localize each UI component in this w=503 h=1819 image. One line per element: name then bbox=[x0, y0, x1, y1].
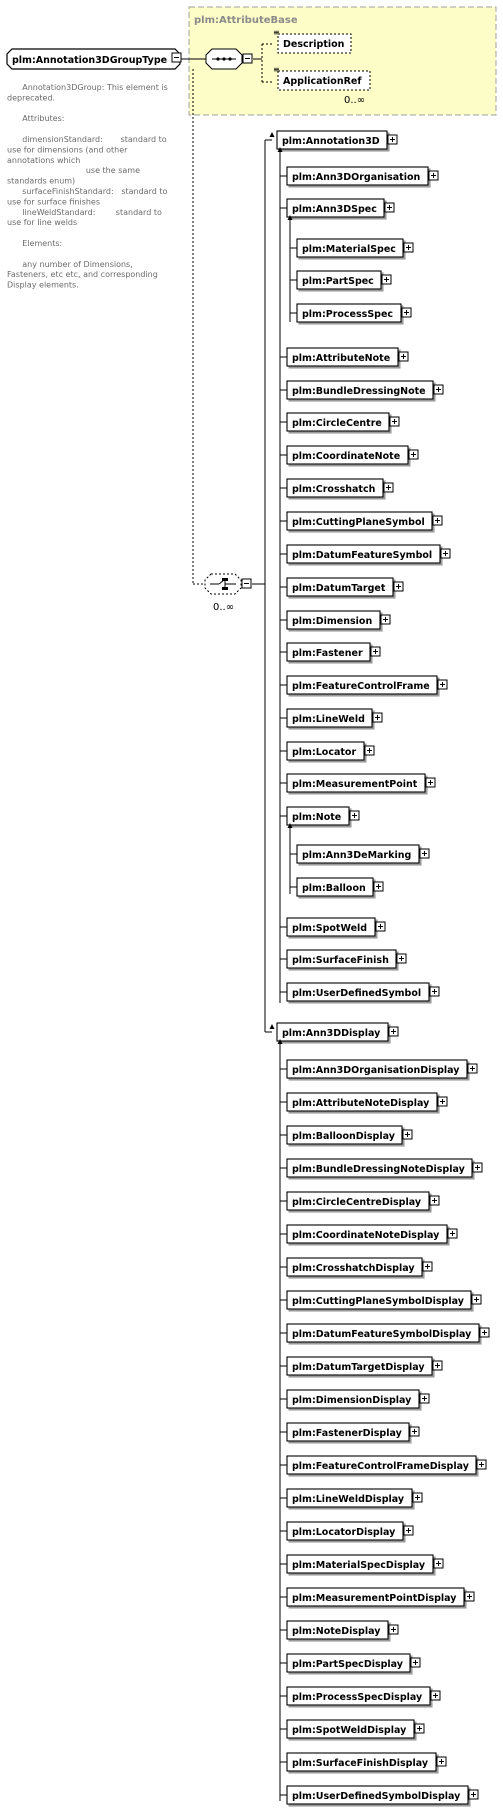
element-label: plm:CrosshatchDisplay bbox=[292, 1263, 415, 1274]
expand-icon[interactable] bbox=[415, 1724, 424, 1733]
element-label: plm:ProcessSpecDisplay bbox=[292, 1692, 423, 1703]
attribute-description-label: Description bbox=[283, 39, 345, 50]
element-label: plm:Locator bbox=[292, 747, 357, 758]
element-balloon[interactable] bbox=[297, 878, 383, 896]
expand-icon[interactable] bbox=[465, 1592, 474, 1601]
documentation-line: use for line welds bbox=[7, 218, 78, 228]
element-label: plm:Ann3DeMarking bbox=[302, 850, 412, 861]
documentation-line: use the same bbox=[7, 166, 140, 176]
documentation-line: lineWeldStandard: standard to bbox=[7, 207, 162, 217]
expand-icon[interactable] bbox=[382, 275, 391, 284]
attribute-applicationref-occurrence: 0..∞ bbox=[344, 95, 366, 106]
documentation-line: annotations which bbox=[7, 155, 81, 165]
svg-text:≡: ≡ bbox=[273, 65, 280, 74]
expand-icon[interactable] bbox=[420, 849, 429, 858]
expand-icon[interactable] bbox=[373, 713, 382, 722]
element-label: plm:Balloon bbox=[302, 883, 366, 894]
documentation-line: use for dimensions (and other bbox=[7, 145, 128, 155]
element-locator[interactable] bbox=[287, 742, 374, 760]
element-label: plm:SpotWeldDisplay bbox=[292, 1725, 407, 1736]
expand-icon[interactable] bbox=[477, 1460, 486, 1469]
documentation-line: dimensionStandard: standard to bbox=[7, 135, 167, 144]
expand-icon[interactable] bbox=[434, 1559, 443, 1568]
expand-icon[interactable] bbox=[438, 1097, 447, 1106]
element-label: plm:Ann3DOrganisationDisplay bbox=[292, 1065, 460, 1076]
element-cutting-plane-symbol[interactable] bbox=[287, 512, 442, 530]
element-label: plm:MeasurementPointDisplay bbox=[292, 1593, 457, 1604]
expand-icon[interactable] bbox=[404, 243, 413, 252]
expand-icon[interactable] bbox=[403, 1130, 412, 1139]
expand-icon[interactable] bbox=[413, 1493, 422, 1502]
documentation-line: surfaceFinishStandard: standard to bbox=[7, 187, 168, 196]
element-label: plm:SurfaceFinishDisplay bbox=[292, 1758, 429, 1769]
expand-icon[interactable] bbox=[399, 352, 408, 361]
element-spot-weld-display[interactable] bbox=[287, 1720, 424, 1738]
expand-icon[interactable] bbox=[411, 1658, 420, 1667]
element-material-spec[interactable] bbox=[297, 239, 413, 257]
element-label: plm:NoteDisplay bbox=[292, 1626, 381, 1637]
expand-icon[interactable] bbox=[384, 483, 393, 492]
element-process-spec-display[interactable] bbox=[287, 1687, 440, 1705]
expand-icon[interactable] bbox=[390, 417, 399, 426]
element-dimension-display[interactable] bbox=[287, 1390, 429, 1408]
expand-icon[interactable] bbox=[433, 1361, 442, 1370]
element-label: plm:Ann3DSpec bbox=[292, 204, 377, 215]
element-label: plm:PartSpecDisplay bbox=[292, 1659, 403, 1670]
element-label: plm:Ann3DDisplay bbox=[282, 1028, 381, 1039]
element-note-display[interactable] bbox=[287, 1621, 398, 1639]
element-fastener-display[interactable] bbox=[287, 1423, 419, 1441]
element-tree bbox=[270, 131, 490, 1804]
expand-icon[interactable] bbox=[389, 1027, 398, 1036]
element-measurement-point-display[interactable] bbox=[287, 1588, 474, 1606]
element-datum-feature-symbol[interactable] bbox=[287, 545, 450, 563]
expand-icon[interactable] bbox=[389, 1625, 398, 1634]
element-label: plm:CircleCentreDisplay bbox=[292, 1197, 422, 1208]
expand-icon[interactable] bbox=[404, 1526, 413, 1535]
element-ann3-de-marking[interactable] bbox=[297, 845, 429, 863]
expand-icon[interactable] bbox=[409, 450, 418, 459]
element-label: plm:CuttingPlaneSymbolDisplay bbox=[292, 1296, 464, 1307]
element-label: plm:MeasurementPoint bbox=[292, 779, 418, 790]
documentation-line: Elements: bbox=[7, 239, 63, 248]
documentation-line: use for surface finishes bbox=[7, 197, 101, 207]
expand-icon[interactable] bbox=[431, 1691, 440, 1700]
expand-icon[interactable] bbox=[423, 1262, 432, 1271]
expand-icon[interactable] bbox=[371, 647, 380, 656]
element-label: plm:CuttingPlaneSymbol bbox=[292, 517, 425, 528]
element-label: plm:Annotation3D bbox=[282, 136, 380, 147]
choice-occurrence: 0..∞ bbox=[213, 602, 235, 613]
expand-icon[interactable] bbox=[350, 811, 359, 820]
element-label: plm:UserDefinedSymbolDisplay bbox=[292, 1791, 461, 1802]
element-dimension[interactable] bbox=[287, 611, 390, 629]
element-feature-control-frame[interactable] bbox=[287, 676, 447, 694]
expand-icon[interactable] bbox=[402, 308, 411, 317]
svg-text:≡: ≡ bbox=[273, 28, 280, 37]
root-element-label: plm:Annotation3DGroupType bbox=[12, 55, 168, 66]
element-label: plm:UserDefinedSymbol bbox=[292, 988, 422, 999]
element-label: plm:AttributeNoteDisplay bbox=[292, 1098, 430, 1109]
element-ann3-dspec[interactable] bbox=[287, 199, 394, 217]
expand-icon[interactable] bbox=[365, 746, 374, 755]
element-label: plm:PartSpec bbox=[302, 276, 374, 287]
expand-icon[interactable] bbox=[381, 615, 390, 624]
element-label: plm:BundleDressingNote bbox=[292, 386, 426, 397]
element-process-spec[interactable] bbox=[297, 304, 411, 322]
element-material-spec-display[interactable] bbox=[287, 1555, 443, 1573]
element-label: plm:BundleDressingNoteDisplay bbox=[292, 1164, 465, 1175]
expand-icon[interactable] bbox=[434, 385, 443, 394]
element-datum-target-display[interactable] bbox=[287, 1357, 442, 1375]
element-label: plm:Crosshatch bbox=[292, 484, 376, 495]
element-label: plm:CircleCentre bbox=[292, 418, 382, 429]
documentation-line: deprecated. bbox=[7, 93, 56, 103]
element-line-weld[interactable] bbox=[287, 709, 382, 727]
expand-icon[interactable] bbox=[469, 1790, 478, 1799]
element-label: plm:DatumFeatureSymbolDisplay bbox=[292, 1329, 472, 1340]
element-part-spec[interactable] bbox=[297, 271, 391, 289]
element-label: plm:SpotWeld bbox=[292, 923, 368, 934]
expand-icon[interactable] bbox=[438, 680, 447, 689]
element-user-defined-symbol[interactable] bbox=[287, 983, 439, 1001]
choice-compositor bbox=[205, 140, 272, 1032]
element-spot-weld[interactable] bbox=[287, 918, 385, 936]
element-circle-centre-display[interactable] bbox=[287, 1192, 439, 1210]
documentation-line: Attributes: bbox=[7, 114, 65, 124]
element-annotation3-d[interactable] bbox=[277, 131, 397, 149]
element-coordinate-note[interactable] bbox=[287, 446, 418, 464]
element-measurement-point[interactable] bbox=[287, 774, 435, 792]
expand-icon[interactable] bbox=[430, 987, 439, 996]
expand-icon[interactable] bbox=[472, 1295, 481, 1304]
element-surface-finish-display[interactable] bbox=[287, 1753, 446, 1771]
element-label: plm:CoordinateNote bbox=[292, 451, 401, 462]
element-label: plm:LocatorDisplay bbox=[292, 1527, 396, 1538]
element-label: plm:Fastener bbox=[292, 648, 363, 659]
root-connectors bbox=[181, 59, 206, 584]
element-label: plm:LineWeld bbox=[292, 714, 365, 725]
element-label: plm:FastenerDisplay bbox=[292, 1428, 402, 1439]
element-line-weld-display[interactable] bbox=[287, 1489, 422, 1507]
documentation-line: Fasteners, etc etc, and corresponding bbox=[7, 270, 158, 280]
element-note[interactable] bbox=[287, 807, 359, 825]
element-datum-target[interactable] bbox=[287, 578, 403, 596]
element-label: plm:DatumFeatureSymbol bbox=[292, 550, 433, 561]
element-balloon-display[interactable] bbox=[287, 1126, 412, 1144]
expand-icon[interactable] bbox=[429, 171, 438, 180]
element-ann3-ddisplay[interactable] bbox=[277, 1023, 398, 1041]
element-ann3-dorganisation[interactable] bbox=[287, 167, 438, 185]
element-label: plm:LineWeldDisplay bbox=[292, 1494, 405, 1505]
expand-icon[interactable] bbox=[426, 778, 435, 787]
expand-icon[interactable] bbox=[430, 1196, 439, 1205]
element-attribute-note[interactable] bbox=[287, 348, 408, 366]
expand-icon[interactable] bbox=[480, 1328, 489, 1337]
element-crosshatch[interactable] bbox=[287, 479, 393, 497]
element-bundle-dressing-note-display[interactable] bbox=[287, 1159, 482, 1177]
root-element[interactable] bbox=[7, 49, 181, 69]
element-locator-display[interactable] bbox=[287, 1522, 413, 1540]
expand-icon[interactable] bbox=[374, 882, 383, 891]
element-part-spec-display[interactable] bbox=[287, 1654, 420, 1672]
expand-icon[interactable] bbox=[410, 1427, 419, 1436]
attribute-applicationref-label: ApplicationRef bbox=[283, 76, 362, 87]
element-label: plm:MaterialSpec bbox=[302, 244, 396, 255]
documentation-line: standards enum) bbox=[7, 176, 76, 186]
element-label: plm:AttributeNote bbox=[292, 353, 391, 364]
expand-icon[interactable] bbox=[473, 1163, 482, 1172]
element-label: plm:DatumTarget bbox=[292, 583, 386, 594]
element-label: plm:FeatureControlFrame bbox=[292, 681, 430, 692]
element-ann3-dorganisation-display[interactable] bbox=[287, 1060, 477, 1078]
documentation-line: Annotation3DGroup: This element is bbox=[7, 83, 168, 92]
element-cutting-plane-symbol-display[interactable] bbox=[287, 1291, 481, 1309]
expand-icon[interactable] bbox=[437, 1757, 446, 1766]
element-label: plm:SurfaceFinish bbox=[292, 955, 389, 966]
documentation-line: Display elements. bbox=[7, 280, 79, 290]
element-circle-centre[interactable] bbox=[287, 413, 399, 431]
element-label: plm:Ann3DOrganisation bbox=[292, 172, 421, 183]
element-attribute-note-display[interactable] bbox=[287, 1093, 447, 1111]
expand-icon[interactable] bbox=[376, 922, 385, 931]
element-crosshatch-display[interactable] bbox=[287, 1258, 432, 1276]
element-label: plm:MaterialSpecDisplay bbox=[292, 1560, 426, 1571]
documentation-line: any number of Dimensions, bbox=[7, 259, 133, 269]
element-label: plm:FeatureControlFrameDisplay bbox=[292, 1461, 469, 1472]
expand-icon[interactable] bbox=[420, 1394, 429, 1403]
expand-icon[interactable] bbox=[394, 582, 403, 591]
attribute-group-title: plm:AttributeBase bbox=[194, 15, 298, 26]
element-datum-feature-symbol-display[interactable] bbox=[287, 1324, 489, 1342]
element-bundle-dressing-note[interactable] bbox=[287, 381, 443, 399]
element-feature-control-frame-display[interactable] bbox=[287, 1456, 486, 1474]
expand-icon[interactable] bbox=[388, 135, 397, 144]
element-surface-finish[interactable] bbox=[287, 950, 406, 968]
element-label: plm:Dimension bbox=[292, 616, 373, 627]
expand-icon[interactable] bbox=[441, 549, 450, 558]
element-label: plm:CoordinateNoteDisplay bbox=[292, 1230, 440, 1241]
expand-icon[interactable] bbox=[385, 203, 394, 212]
documentation-text bbox=[7, 83, 168, 290]
expand-icon[interactable] bbox=[468, 1064, 477, 1073]
element-fastener[interactable] bbox=[287, 643, 380, 661]
element-label: plm:BalloonDisplay bbox=[292, 1131, 395, 1142]
expand-icon[interactable] bbox=[433, 516, 442, 525]
element-user-defined-symbol-display[interactable] bbox=[287, 1786, 478, 1804]
element-label: plm:DimensionDisplay bbox=[292, 1395, 412, 1406]
expand-icon[interactable] bbox=[397, 954, 406, 963]
element-label: plm:Note bbox=[292, 812, 342, 823]
element-label: plm:ProcessSpec bbox=[302, 309, 394, 320]
element-coordinate-note-display[interactable] bbox=[287, 1225, 457, 1243]
element-label: plm:DatumTargetDisplay bbox=[292, 1362, 425, 1373]
expand-icon[interactable] bbox=[448, 1229, 457, 1238]
